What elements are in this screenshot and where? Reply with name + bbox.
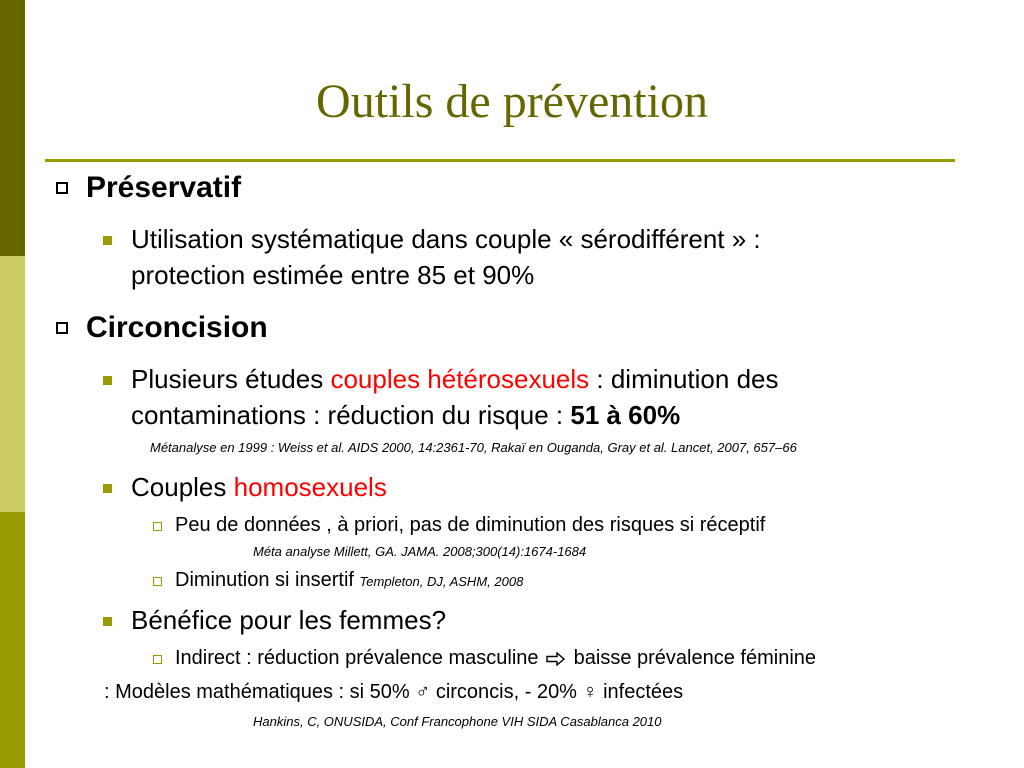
circoncision-b3: Bénéfice pour les femmes?: [131, 605, 447, 635]
b2-sub1: Peu de données , à priori, pas de diminution des risques si réceptif: [175, 514, 766, 536]
b3-sub1-post: baisse prévalence féminine: [568, 647, 817, 669]
b2-highlight: homosexuels: [233, 472, 387, 502]
bullet-small-square-icon: [153, 655, 162, 664]
title-rule: [45, 159, 955, 162]
b1-line2-pre: contaminations : réduction du risque :: [131, 400, 571, 430]
right-arrow-icon: [546, 652, 566, 666]
side-band-olive: [0, 512, 25, 768]
b1-highlight: couples hétérosexuels: [330, 364, 590, 394]
bullet-filled-icon: [103, 236, 112, 245]
circoncision-b1-line1: [131, 364, 779, 395]
bullet-filled-icon: [103, 484, 112, 493]
bullet-filled-icon: [103, 617, 112, 626]
bullet-small-square-icon: [153, 577, 162, 586]
circoncision-b2: [131, 472, 387, 503]
slide-title: Outils de prévention: [316, 75, 708, 128]
bullet-small-square-icon: [153, 522, 162, 531]
bullet-square-icon: [56, 182, 68, 194]
heading-circoncision: Circoncision: [86, 311, 268, 344]
reference-millett: Méta analyse Millett, GA. JAMA. 2008;300(14):1674-1684: [253, 544, 587, 559]
b2-sub2-text: Diminution si insertif: [175, 569, 360, 591]
preservatif-text-line2: protection estimée entre 85 et 90%: [131, 260, 535, 290]
reference-hankins: Hankins, C, ONUSIDA, Conf Francophone VIH SIDA Casablanca 2010: [253, 714, 662, 729]
b2-pre: Couples: [131, 472, 234, 502]
bullet-square-icon: [56, 322, 68, 334]
b1-pre: Plusieurs études: [131, 364, 331, 394]
heading-preservatif: Préservatif: [86, 171, 242, 204]
b1-post: : diminution des: [589, 364, 779, 394]
bullet-filled-icon: [103, 376, 112, 385]
b3-sub1-pre: Indirect : réduction prévalence masculine: [175, 647, 545, 669]
b3-sub1: [175, 647, 816, 670]
side-band-dark: [0, 0, 25, 256]
circoncision-b1-line2: [131, 400, 680, 431]
reference-weiss: Métanalyse en 1999 : Weiss et al. AIDS 2000, 14:2361-70, Rakaï en Ouganda, Gray et al. Lancet, 2007, 657–66: [150, 440, 797, 455]
b1-line2-bold: 51 à 60%: [570, 400, 681, 430]
side-band-light: [0, 256, 25, 512]
preservatif-text-line1: Utilisation systématique dans couple « sérodifférent » :: [131, 224, 761, 254]
b2-sub2: [175, 569, 523, 592]
b3-line2: : Modèles mathématiques : si 50% ♂ circoncis, - 20% ♀ infectées: [104, 681, 684, 703]
reference-templeton: Templeton, DJ, ASHM, 2008: [359, 574, 524, 589]
